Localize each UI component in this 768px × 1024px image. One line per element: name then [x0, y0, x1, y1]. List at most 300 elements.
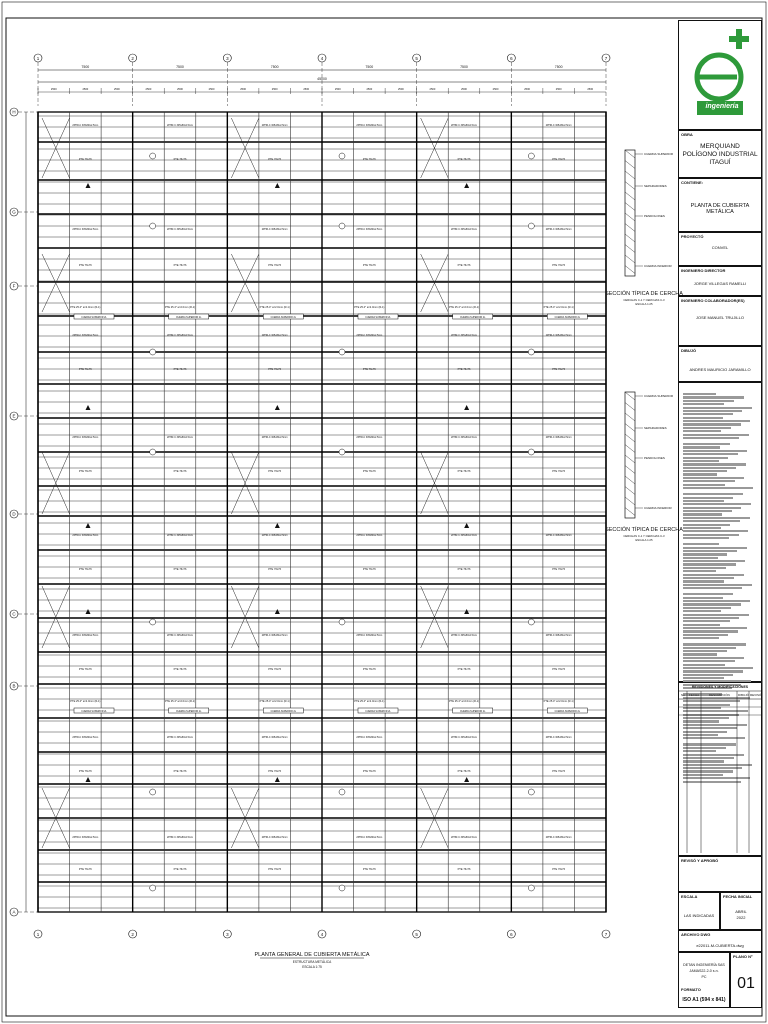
purlin-label: 2PHR-C 305x80x2.5mm — [451, 634, 477, 637]
contiene-cell — [678, 178, 762, 232]
dim-sub-label: 2500 — [303, 88, 310, 91]
proyecto-cell — [678, 232, 762, 266]
section-web — [625, 392, 635, 400]
rev-col-fecha: FECHA — [689, 693, 700, 697]
obra-line-1: MERQUIAND — [700, 143, 740, 150]
dim-label-top: 7500 — [460, 65, 468, 69]
tie-label: PTE 76x76 — [362, 470, 376, 473]
archivo-value: e22011-M-CUBIERTA.dwg — [696, 943, 744, 948]
tie-label: PTE 76x76 — [173, 470, 187, 473]
member-tag: CUERDA SUPERIOR 2L — [270, 317, 297, 319]
purlin-label: 2PHR-C 305x80x2.5mm — [261, 534, 288, 537]
dim-sub-label: 2500 — [555, 88, 562, 91]
note-line — [683, 600, 750, 602]
note-line — [683, 624, 720, 626]
section-title: SECCIÓN TÍPICA DE CERCHA — [605, 291, 683, 297]
section-note: CUERDA SUPERIOR — [644, 152, 674, 157]
dim-sub-label: 2500 — [82, 88, 89, 91]
purlin-label: 2PHR-C 305x80x2.5mm — [451, 736, 477, 739]
section-web — [625, 234, 635, 242]
archivo-cell — [678, 930, 762, 952]
dim-sub-label: 2500 — [50, 88, 57, 91]
note-line — [683, 664, 725, 666]
revisa-cell — [678, 856, 762, 892]
note-line — [683, 630, 738, 632]
purlin-label: 2PHR-C 305x80x2.5mm — [545, 836, 572, 839]
axis-label-bottom: 6 — [510, 932, 513, 937]
purlin-label: 2PHR-C 305x80x2.5mm — [72, 534, 99, 537]
tie-label: PTE 76x76 — [268, 868, 282, 871]
rev-col-no: No — [681, 693, 685, 697]
tie-label: PTE 76x76 — [173, 568, 187, 571]
note-line — [683, 653, 717, 655]
note-line — [683, 443, 730, 445]
slope-arrow — [464, 523, 469, 528]
purlin-label: 2PHR-C 305x80x2.5mm — [545, 634, 572, 637]
note-line — [683, 413, 733, 415]
note-line — [683, 543, 719, 545]
note-line — [683, 593, 733, 595]
ingeniero-label: INGENIERO DIRECTOR — [681, 268, 726, 273]
purlin-label: 2PHR-C 305x80x2.5mm — [451, 836, 477, 839]
note-line — [683, 563, 736, 565]
axis-label-top: 4 — [320, 56, 324, 61]
tie-label: PTE 76x76 — [78, 470, 92, 473]
tie-label: PTE 76x76 — [173, 368, 187, 371]
note-line — [683, 534, 739, 536]
note-line — [683, 470, 727, 472]
section-subtitle: CERCHAS C-1 Y CERCHAS C-3 — [623, 298, 665, 302]
member-tag: CUERDA SUPERIOR 2L — [270, 711, 297, 713]
section-scale: ESCALA 1:25 — [635, 538, 653, 542]
tie-label: PTE 76x76 — [173, 868, 187, 871]
proyecto-label: PROYECTÓ — [681, 234, 704, 239]
purlin-label: 2PHR-C 305x80x2.5mm — [356, 634, 383, 637]
detail-callout — [528, 349, 534, 355]
truss-label: PTE 25.4° a=2.0mm (R-1) — [354, 700, 385, 703]
rev-col-dibujo: DIBUJÓ — [738, 693, 750, 697]
dim-sub-label: 2500 — [177, 88, 183, 91]
tie-label: PTE 76x76 — [552, 368, 566, 371]
contiene-label: CONTIENE: — [681, 180, 703, 185]
purlin-label: 2PHR-C 305x80x2.5mm — [72, 436, 99, 439]
member-tag: CUERDA SUPERIOR 2L — [459, 711, 486, 713]
note-line — [683, 484, 725, 486]
fecha-cell — [720, 892, 762, 930]
tie-label: PTE 76x76 — [268, 158, 282, 161]
note-line — [683, 434, 749, 436]
note-line — [683, 570, 716, 572]
purlin-label: 2PHR-C 305x80x2.5mm — [356, 736, 383, 739]
drawing-title: PLANTA GENERAL DE CUBIERTA METÁLICA — [254, 952, 370, 958]
note-line — [683, 410, 742, 412]
logo-panel — [678, 20, 762, 130]
dim-sub-label: 2500 — [587, 88, 594, 91]
revisiones-header: REVISIONES Y MODIFICACIONES — [691, 685, 749, 689]
note-line — [683, 510, 732, 512]
note-line — [683, 497, 733, 499]
dibujo-value: ANDRES MAURICIO JARAMILLO — [689, 367, 751, 372]
tie-label: PTE 76x76 — [362, 368, 376, 371]
tie-label: PTE 76x76 — [268, 568, 282, 571]
section-web — [625, 192, 635, 200]
dim-sub-label: 2500 — [492, 88, 499, 91]
tie-label: PTE 76x76 — [268, 668, 282, 671]
member-tag: CUERDA SUPERIOR 2L — [459, 317, 486, 319]
dim-sub-label: 2500 — [366, 88, 373, 91]
note-line — [683, 650, 727, 652]
purlin-label: 2PHR-C 305x80x2.5mm — [167, 228, 193, 231]
note-line — [683, 507, 741, 509]
note-line — [683, 550, 737, 552]
colaborador-cell — [678, 296, 762, 346]
axis-label-top: 5 — [415, 56, 418, 61]
section-note: PENDOLONES — [644, 214, 665, 219]
purlin-label: 2PHR-C 305x80x2.5mm — [261, 736, 288, 739]
detail-callout — [339, 789, 345, 795]
note-line — [683, 637, 719, 639]
dim-sub-label: 2500 — [524, 88, 531, 91]
note-line — [683, 520, 740, 522]
colaborador-label: INGENIERO COLABORADOR(ES) — [681, 298, 745, 303]
obra-cell — [678, 130, 762, 178]
member-tag: CUERDA SUPERIOR 2L — [365, 711, 391, 713]
axis-label-top: 6 — [510, 56, 513, 61]
slope-arrow — [275, 183, 280, 188]
section-web — [625, 445, 635, 453]
truss-label: PTE 25.4° a=2.0mm (R-1) — [543, 306, 574, 309]
purlin-label: 2PHR-C 305x80x2.5mm — [451, 334, 477, 337]
note-line — [683, 574, 744, 576]
slope-arrow — [275, 523, 280, 528]
purlin-label: 2PHR-C 305x80x2.5mm — [356, 436, 383, 439]
firma-cell — [678, 952, 730, 1008]
section-scale: ESCALA 1:25 — [635, 302, 653, 306]
section-web — [625, 455, 635, 463]
tie-label: PTE 76x76 — [268, 264, 282, 267]
detail-callout — [339, 223, 345, 229]
section-web — [625, 487, 635, 495]
purlin-label: 2PHR-C 305x80x2.5mm — [167, 634, 193, 637]
section-web — [625, 508, 635, 516]
purlin-label: 2PHR-C 305x80x2.5mm — [545, 228, 572, 231]
section-web — [625, 161, 635, 169]
tie-label: PTE 76x76 — [173, 668, 187, 671]
dim-label-top: 7500 — [176, 65, 184, 69]
section-web — [625, 171, 635, 179]
plano-cell — [730, 952, 762, 1008]
section-web — [625, 245, 635, 253]
note-line — [683, 467, 736, 469]
purlin-label: 2PHR-C 305x80x2.5mm — [545, 124, 572, 127]
rev-col-descripcion: DESCRIPCIÓN — [709, 693, 730, 697]
dibujo-cell — [678, 346, 762, 382]
revisiones-table — [678, 682, 762, 856]
section-web — [625, 182, 635, 190]
slope-arrow — [464, 609, 469, 614]
section-subtitle: CERCHAS C-1 Y CERCHAS C-3 — [623, 534, 665, 538]
section-web — [625, 266, 635, 274]
axis-label-bottom: 5 — [415, 932, 418, 937]
section-web — [625, 434, 635, 442]
detail-callout — [150, 885, 156, 891]
tie-label: PTE 76x76 — [362, 868, 376, 871]
slope-arrow — [275, 609, 280, 614]
general-notes — [678, 382, 762, 682]
note-line — [683, 407, 752, 409]
section-web — [625, 413, 635, 421]
purlin-label: 2PHR-C 305x80x2.5mm — [545, 436, 572, 439]
escala-cell — [678, 892, 720, 930]
escala-label: ESCALA — [681, 894, 698, 899]
tie-label: PTE 76x76 — [78, 770, 92, 773]
slope-arrow — [275, 405, 280, 410]
purlin-label: 2PHR-C 305x80x2.5mm — [261, 436, 288, 439]
note-line — [683, 530, 748, 532]
dim-total-label: 45000 — [317, 77, 327, 81]
note-line — [683, 667, 753, 669]
tie-label: PTE 76x76 — [78, 568, 92, 571]
tie-label: PTE 76x76 — [552, 158, 566, 161]
ingeniero-value: JORGE VILLEGAS RAMELLI — [693, 281, 747, 286]
section-web — [625, 203, 635, 211]
note-line — [683, 493, 743, 495]
purlin-label: 2PHR-C 305x80x2.5mm — [261, 124, 288, 127]
purlin-label: 2PHR-C 305x80x2.5mm — [451, 124, 477, 127]
colaborador-value: JOSE MANUEL TRUJILLO — [695, 315, 744, 320]
section-web — [625, 150, 635, 158]
detail-callout — [150, 223, 156, 229]
slope-arrow — [86, 609, 91, 614]
note-line — [683, 587, 742, 589]
purlin-label: 2PHR-C 305x80x2.5mm — [356, 334, 383, 337]
detail-callout — [528, 619, 534, 625]
member-tag: CUERDA SUPERIOR 2L — [81, 711, 107, 713]
purlin-label: 2PHR-C 305x80x2.5mm — [72, 228, 99, 231]
member-tag: CUERDA SUPERIOR 2L — [175, 711, 202, 713]
dim-sub-label: 2500 — [461, 88, 467, 91]
axis-label-bottom: 7 — [604, 932, 608, 937]
dim-sub-label: 2500 — [334, 88, 341, 91]
dim-sub-label: 2500 — [429, 88, 436, 91]
slope-arrow — [86, 183, 91, 188]
truss-label: PTE 25.4° a=2.0mm (R-1) — [70, 306, 101, 309]
note-line — [683, 614, 749, 616]
formato-value: ISO A1 (594 x 841) — [682, 997, 726, 1003]
note-line — [683, 634, 728, 636]
note-line — [683, 620, 730, 622]
section-note: SEPARADORES — [644, 184, 667, 189]
tie-label: PTE 76x76 — [78, 368, 92, 371]
revisa-label: REVISÓ Y APROBÓ — [681, 858, 719, 863]
note-line — [683, 657, 744, 659]
tie-label: PTE 76x76 — [552, 470, 566, 473]
proyecto-value: CONVEL — [711, 245, 729, 250]
axis-label-top: 1 — [36, 56, 40, 61]
truss-label: PTE 25.4° a=2.0mm (R-1) — [543, 700, 574, 703]
tie-label: PTE 76x76 — [457, 868, 471, 871]
axis-label-side: D — [12, 511, 16, 517]
tie-label: PTE 76x76 — [268, 368, 282, 371]
slope-arrow — [464, 405, 469, 410]
detail-callout — [339, 349, 345, 355]
purlin-label: 2PHR-C 305x80x2.5mm — [261, 634, 288, 637]
note-line — [683, 643, 746, 645]
tie-label: PTE 76x76 — [362, 668, 376, 671]
note-line — [683, 677, 724, 679]
truss-label: PTE 25.4° a=2.0mm (R-1) — [164, 306, 196, 309]
section-web — [625, 403, 635, 411]
drawing-scale: ESCALA 1:75 — [302, 965, 322, 969]
slope-arrow — [464, 777, 469, 782]
detail-callout — [339, 153, 345, 159]
truss-label: PTE 25.4° a=2.0mm (R-1) — [164, 700, 196, 703]
purlin-label: 2PHR-C 305x80x2.5mm — [167, 124, 193, 127]
note-line — [683, 480, 735, 482]
axis-label-side: E — [12, 413, 16, 419]
obra-label: OBRA — [681, 132, 693, 137]
revisiones-grid — [679, 683, 761, 853]
purlin-label: 2PHR-C 305x80x2.5mm — [167, 534, 193, 537]
section-outline — [625, 392, 635, 518]
tie-label: PTE 76x76 — [552, 868, 566, 871]
section-note: CUERDA INFERIOR — [644, 506, 672, 511]
axis-label-bottom: 2 — [131, 932, 134, 937]
note-line — [683, 577, 734, 579]
tie-label: PTE 76x76 — [457, 264, 471, 267]
note-line — [683, 610, 721, 612]
dim-label-top: 7500 — [554, 65, 563, 69]
detail-callout — [150, 619, 156, 625]
note-line — [683, 580, 724, 582]
member-tag: CUERDA SUPERIOR 2L — [81, 317, 107, 319]
tie-label: PTE 76x76 — [173, 770, 187, 773]
tie-label: PTE 76x76 — [552, 568, 566, 571]
truss-label: PTE 25.4° a=2.0mm (R-1) — [259, 306, 290, 309]
archivo-label: ARCHIVO DWG — [681, 932, 711, 937]
section-web — [625, 424, 635, 432]
note-line — [683, 450, 747, 452]
note-line — [683, 647, 736, 649]
note-line — [683, 527, 721, 529]
contiene-value: PLANTA DE CUBIERTA METÁLICA — [690, 203, 750, 215]
note-line — [683, 487, 753, 489]
tie-label: PTE 76x76 — [457, 158, 471, 161]
tie-label: PTE 76x76 — [173, 158, 187, 161]
note-line — [683, 473, 717, 475]
note-line — [683, 420, 750, 422]
slope-arrow — [86, 405, 91, 410]
dim-label-top: 7500 — [365, 65, 374, 69]
detail-callout — [528, 153, 534, 159]
slope-arrow — [275, 777, 280, 782]
note-line — [683, 670, 743, 672]
truss-label: PTE 25.4° a=2.0mm (R-1) — [448, 700, 480, 703]
axis-label-top: 3 — [226, 56, 229, 61]
note-line — [683, 393, 716, 395]
note-line — [683, 460, 719, 462]
detail-callout — [150, 349, 156, 355]
note-line — [683, 547, 747, 549]
truss-label: PTE 25.4° a=2.0mm (R-1) — [354, 306, 385, 309]
note-line — [683, 674, 733, 676]
note-line — [683, 597, 723, 599]
purlin-label: 2PHR-C 305x80x2.5mm — [545, 736, 572, 739]
truss-label: PTE 25.4° a=2.0mm (R-1) — [448, 306, 480, 309]
axis-label-side: F — [12, 283, 16, 289]
note-line — [683, 500, 724, 502]
axis-label-side: H — [12, 109, 16, 115]
tie-label: PTE 76x76 — [457, 668, 471, 671]
member-tag: CUERDA SUPERIOR 2L — [175, 317, 202, 319]
tie-label: PTE 76x76 — [362, 770, 376, 773]
purlin-label: 2PHR-C 305x80x2.5mm — [261, 836, 288, 839]
note-line — [683, 603, 741, 605]
purlin-label: 2PHR-C 305x80x2.5mm — [261, 334, 288, 337]
note-line — [683, 660, 735, 662]
detail-callout — [528, 885, 534, 891]
slope-arrow — [464, 183, 469, 188]
section-web — [625, 466, 635, 474]
tie-label: PTE 76x76 — [362, 264, 376, 267]
section-outline — [625, 150, 635, 276]
truss-label: PTE 25.4° a=2.0mm (R-1) — [259, 700, 290, 703]
purlin-label: 2PHR-C 305x80x2.5mm — [356, 836, 383, 839]
note-line — [683, 537, 729, 539]
dim-sub-label: 2500 — [271, 88, 278, 91]
drawing-subtitle: ESTRUCTURA METÁLICA — [292, 960, 332, 964]
purlin-label: 2PHR-C 305x80x2.5mm — [167, 836, 193, 839]
plano-number: 01 — [737, 975, 755, 992]
note-line — [683, 607, 731, 609]
tie-label: PTE 76x76 — [268, 470, 282, 473]
purlin-label: 2PHR-C 305x80x2.5mm — [545, 534, 572, 537]
note-line — [683, 553, 727, 555]
note-line — [683, 517, 750, 519]
note-line — [683, 584, 752, 586]
member-tag: CUERDA SUPERIOR 2L — [365, 317, 391, 319]
section-web — [625, 497, 635, 505]
firma-line-1: DETAN INGENIERÍA SAS — [683, 963, 725, 967]
tie-label: PTE 76x76 — [457, 568, 471, 571]
fecha-label: FECHA INICIAL — [723, 894, 753, 899]
section-web — [625, 213, 635, 221]
detail-callout — [528, 789, 534, 795]
purlin-label: 2PHR-C 305x80x2.5mm — [261, 228, 288, 231]
note-line — [683, 503, 751, 505]
fecha-line-2: 2022 — [736, 915, 746, 920]
detail-callout — [150, 449, 156, 455]
section-note: PENDOLONES — [644, 456, 665, 461]
detail-callout — [150, 153, 156, 159]
axis-label-top: 2 — [131, 56, 134, 61]
member-tag: CUERDA SUPERIOR 2L — [554, 711, 581, 713]
axis-label-bottom: 4 — [320, 932, 324, 937]
slope-arrow — [86, 777, 91, 782]
note-line — [683, 513, 722, 515]
purlin-label: 2PHR-C 305x80x2.5mm — [451, 436, 477, 439]
dibujo-label: DIBUJÓ — [681, 348, 697, 353]
dim-sub-label: 2500 — [397, 88, 404, 91]
purlin-label: 2PHR-C 305x80x2.5mm — [72, 124, 99, 127]
note-line — [683, 567, 726, 569]
note-line — [683, 560, 745, 562]
axis-label-bottom: 3 — [226, 932, 229, 937]
axis-label-top: 7 — [604, 56, 608, 61]
note-line — [683, 524, 730, 526]
tie-label: PTE 76x76 — [78, 264, 92, 267]
purlin-label: 2PHR-C 305x80x2.5mm — [167, 736, 193, 739]
